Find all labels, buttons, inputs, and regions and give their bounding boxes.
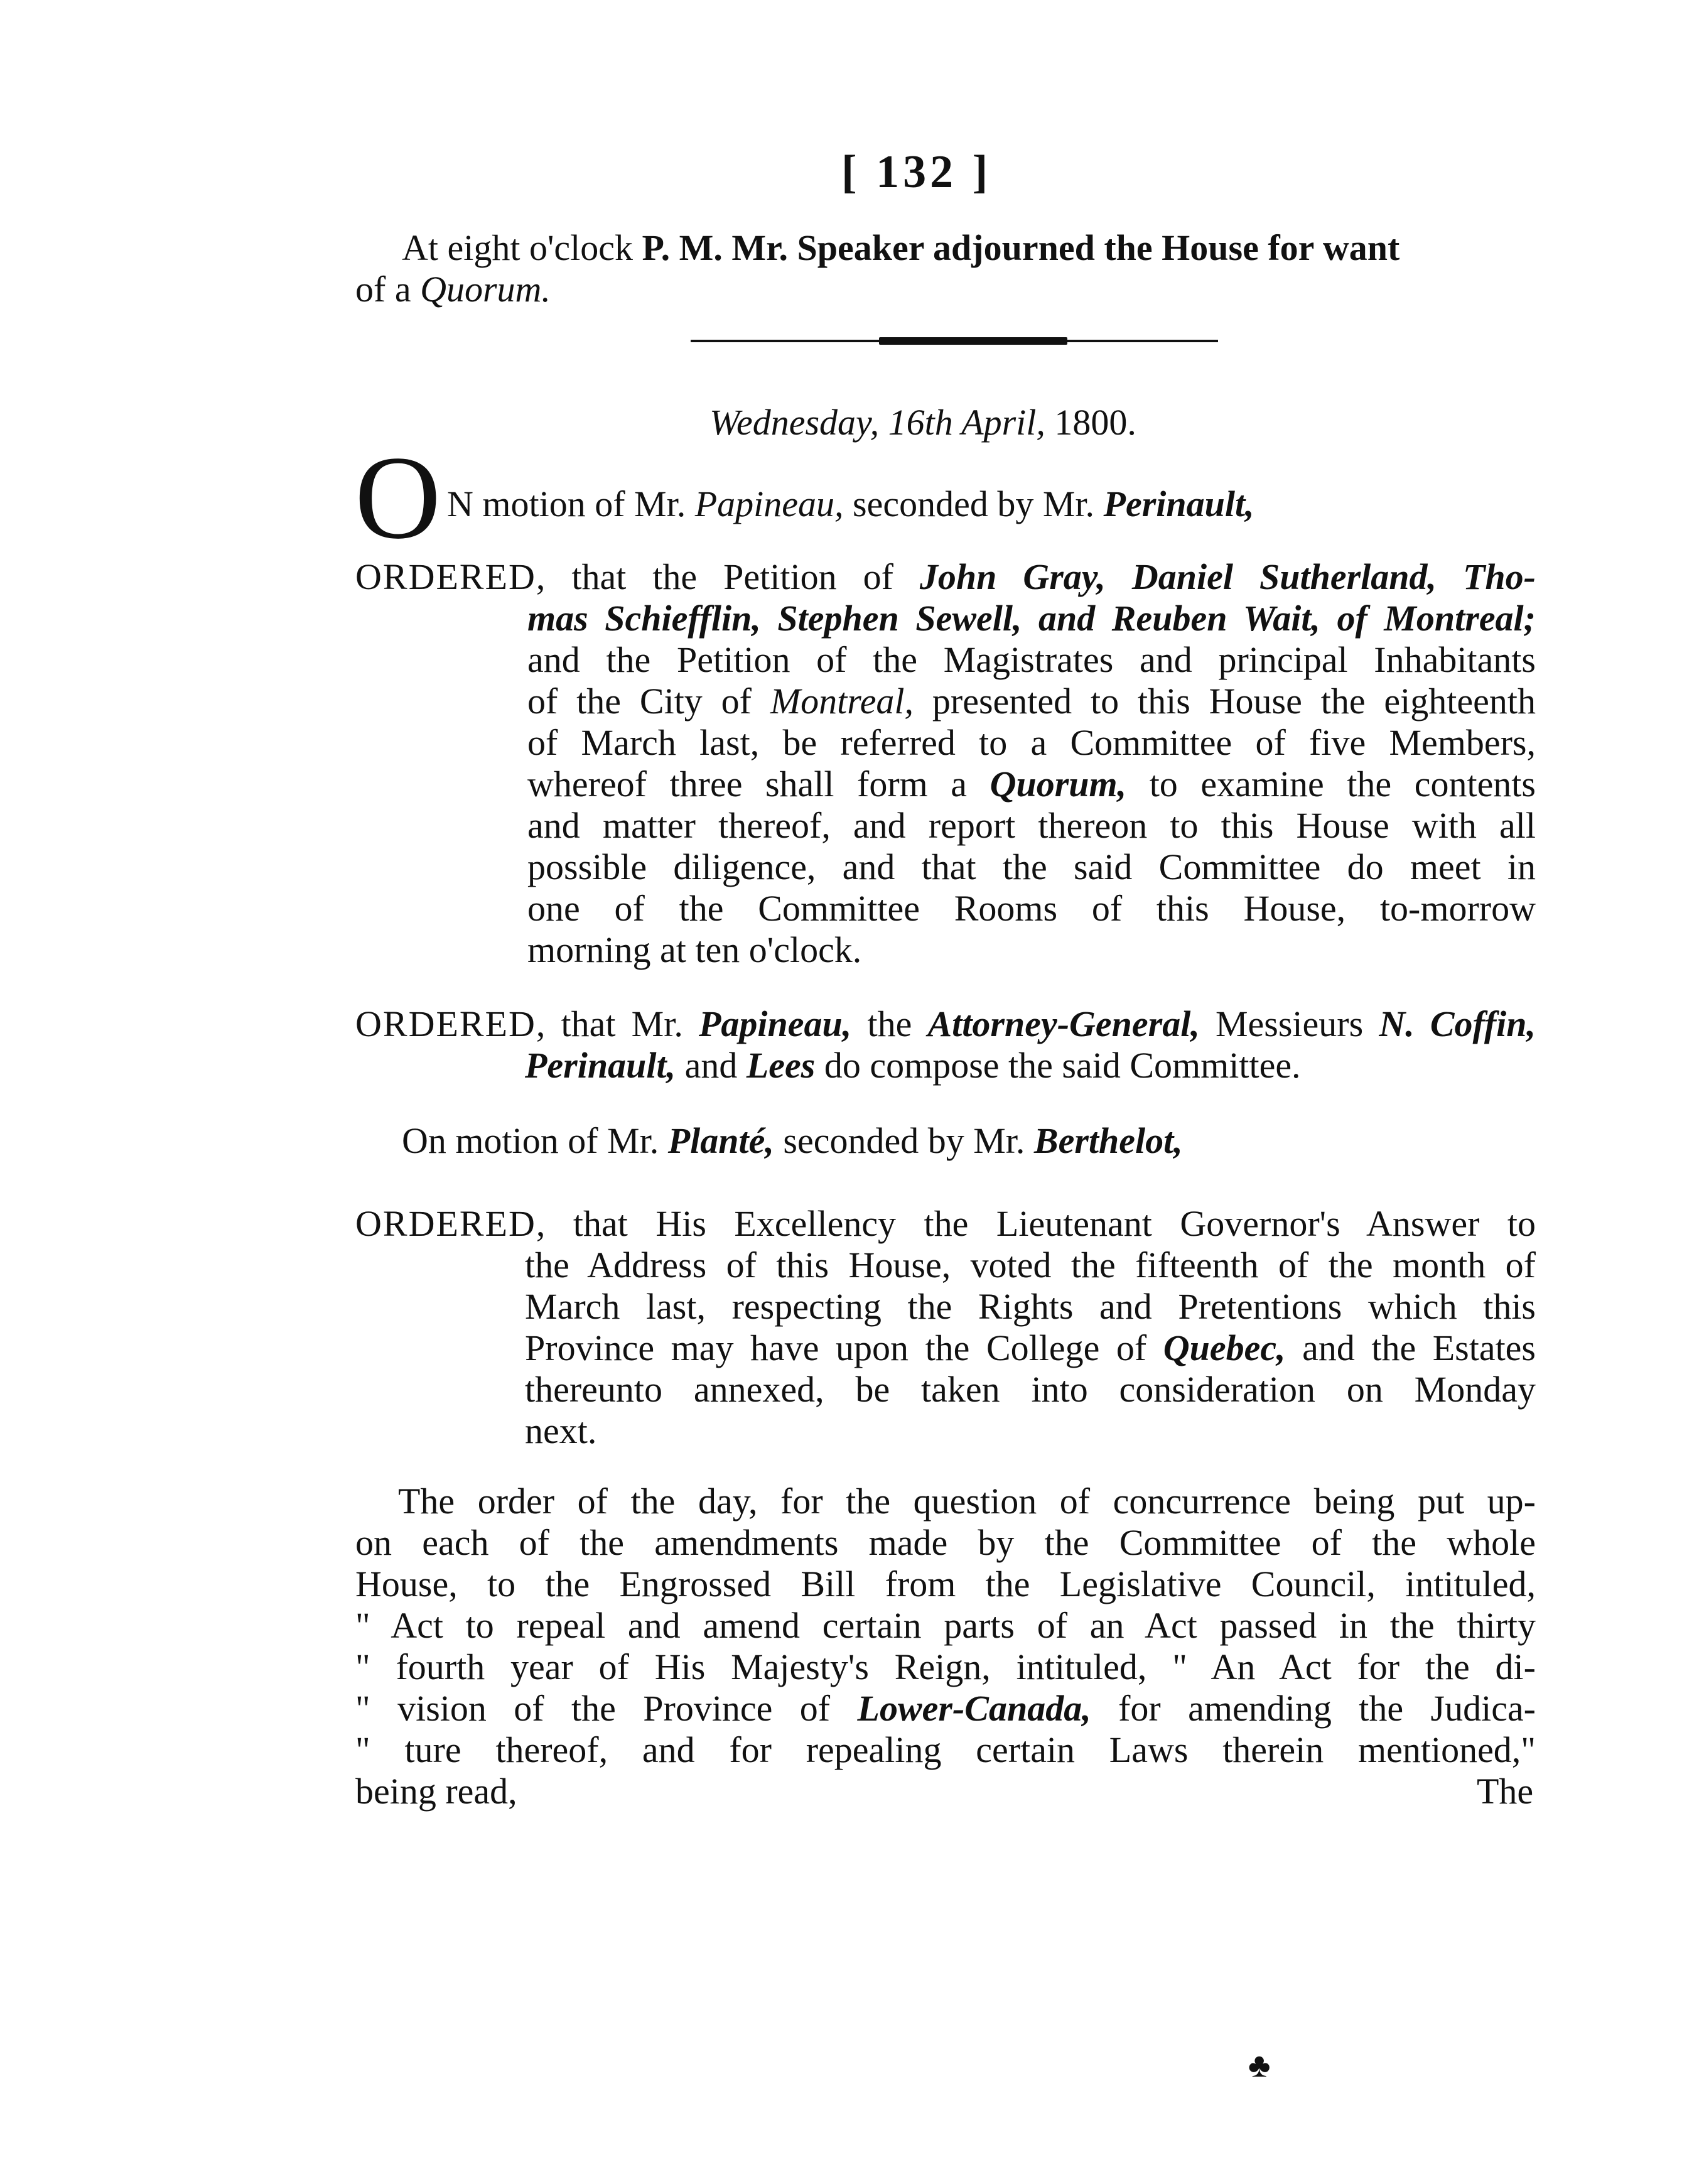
quorum-word: Quorum. xyxy=(420,269,551,310)
order-2-text: and xyxy=(676,1045,747,1086)
divider-thick xyxy=(879,337,1067,345)
date-heading xyxy=(709,402,1136,443)
place-name: Quebec, xyxy=(1163,1327,1286,1368)
order-1-text: and matter thereof, and report thereon to this House with all xyxy=(527,805,1536,846)
order-2-text: , that Mr. xyxy=(536,1003,699,1044)
motion-1-mover: Papineau, xyxy=(694,484,844,524)
order-1-line-10 xyxy=(527,929,861,971)
order-1-line-8 xyxy=(527,846,1536,888)
order-2-text: do compose the said Committee. xyxy=(815,1045,1301,1086)
order-1-line-2 xyxy=(527,598,1536,639)
adjournment-text-a: At eight o'clock xyxy=(402,227,642,268)
ordered-label: ORDERED xyxy=(355,1203,536,1244)
member-name: Papineau, xyxy=(699,1003,852,1044)
order-3-text: next. xyxy=(525,1410,597,1451)
order-1-text: presented to this House the eighteenth xyxy=(914,681,1536,722)
order-1-text: possible diligence, and that the said Committee do meet in xyxy=(527,846,1536,887)
final-para-text: " Act to repeal and amend certain parts of an Act passed in the thirty xyxy=(355,1605,1536,1646)
printer-ornament-icon: ♣ xyxy=(1248,2046,1271,2084)
motion-2-text: seconded by Mr. xyxy=(774,1120,1034,1161)
final-para-line-3 xyxy=(355,1564,1536,1605)
quorum-word: Quorum, xyxy=(990,764,1127,804)
member-name: Lees xyxy=(746,1045,816,1086)
final-para-line-8 xyxy=(355,1771,517,1812)
motion-1-text-a: N motion of Mr. xyxy=(447,484,695,524)
adjournment-line-1 xyxy=(402,227,1545,269)
order-3-line-3 xyxy=(525,1286,1536,1327)
final-para-line-6 xyxy=(355,1688,1536,1729)
order-3-line-1 xyxy=(355,1203,1536,1245)
final-para-line-2 xyxy=(355,1522,1536,1564)
order-1-text: of March last, be referred to a Committee of five Members, xyxy=(527,722,1536,763)
order-1-text: , that the Petition of xyxy=(536,556,920,597)
order-1-names: John Gray, Daniel Sutherland, Tho- xyxy=(919,556,1536,597)
motion-2-seconder: Berthelot, xyxy=(1033,1120,1183,1161)
final-para-line-4 xyxy=(355,1605,1536,1646)
order-2-line-1 xyxy=(355,1003,1536,1045)
member-name: Attorney-General, xyxy=(927,1003,1200,1044)
order-1-line-9 xyxy=(527,888,1536,929)
order-1-text: one of the Committee Rooms of this House, to-morrow xyxy=(527,888,1536,929)
date-day: 16th April, xyxy=(888,402,1055,443)
drop-cap: O xyxy=(355,432,441,564)
final-para-line-7 xyxy=(355,1729,1536,1771)
order-3-text: Province may have upon the College of xyxy=(525,1327,1163,1368)
order-3-line-2 xyxy=(525,1245,1536,1286)
order-1-line-5 xyxy=(527,722,1536,764)
motion-2-text: On motion of Mr. xyxy=(402,1120,668,1161)
adjournment-text-c: of a xyxy=(355,269,421,310)
order-1-text: to examine the contents xyxy=(1126,764,1536,804)
order-3-line-4 xyxy=(525,1327,1536,1369)
order-1-line-7 xyxy=(527,805,1536,846)
order-1-line-1 xyxy=(355,556,1536,598)
order-3-text: thereunto annexed, be taken into consideration on Monday xyxy=(525,1369,1536,1410)
order-3-line-6 xyxy=(525,1410,596,1452)
date-weekday: Wednesday, xyxy=(709,402,888,443)
final-para-text: House, to the Engrossed Bill from the Legislative Council, intituled, xyxy=(355,1564,1536,1604)
order-3-line-5 xyxy=(525,1369,1536,1410)
order-1-line-4 xyxy=(527,681,1536,722)
final-para-text: " vision of the Province of xyxy=(355,1688,858,1729)
order-1-text: morning at ten o'clock. xyxy=(527,929,862,970)
order-3-text: the Address of this House, voted the fifteenth of the month of xyxy=(525,1245,1536,1285)
member-name: N. Coffin, xyxy=(1379,1003,1536,1044)
adjournment-line-2 xyxy=(355,269,551,310)
final-para-text: The order of the day, for the question of concurrence being put up- xyxy=(398,1481,1536,1522)
ordered-label: ORDERED xyxy=(355,556,536,597)
order-1-text: of the City of xyxy=(527,681,770,722)
place-name: Montreal, xyxy=(770,681,914,722)
final-para-text: " ture thereof, and for repealing certain Laws therein mentioned," xyxy=(355,1729,1536,1770)
order-3-text: March last, respecting the Rights and Pretentions which this xyxy=(525,1286,1536,1327)
order-1-line-6 xyxy=(527,764,1536,805)
final-para-text: " fourth year of His Majesty's Reign, intituled, " An Act for the di- xyxy=(355,1646,1536,1687)
member-name: Perinault, xyxy=(525,1045,676,1086)
final-para-line-1 xyxy=(398,1481,1536,1522)
order-3-text: , that His Excellency the Lieutenant Governor's Answer to xyxy=(536,1203,1536,1244)
motion-1-seconder: Perinault, xyxy=(1103,484,1254,524)
final-para-text: on each of the amendments made by the Committee of the whole xyxy=(355,1522,1536,1563)
order-1-text: whereof three shall form a xyxy=(527,764,990,804)
order-1-names-cont: mas Schiefflin, Stephen Sewell, and Reuben Wait, of Montreal; xyxy=(527,598,1536,639)
final-para-text: being read, xyxy=(355,1771,517,1812)
place-name: Lower-Canada, xyxy=(857,1688,1091,1729)
order-2-text: Messieurs xyxy=(1199,1003,1379,1044)
order-1-line-3 xyxy=(527,639,1536,681)
motion-2 xyxy=(402,1120,1183,1162)
motion-2-mover: Planté, xyxy=(667,1120,774,1161)
section-divider xyxy=(691,337,1218,343)
motion-1 xyxy=(447,484,1254,525)
page-number: [ 132 ] xyxy=(841,146,992,198)
final-para-line-5 xyxy=(355,1646,1536,1688)
ordered-label: ORDERED xyxy=(355,1003,536,1044)
final-para-text: for amending the Judica- xyxy=(1091,1688,1536,1729)
order-2-line-2 xyxy=(525,1045,1301,1086)
order-1-text: and the Petition of the Magistrates and principal Inhabitants xyxy=(527,639,1536,680)
order-2-text: the xyxy=(851,1003,928,1044)
date-year: 1800. xyxy=(1054,402,1136,443)
motion-1-text-b: seconded by Mr. xyxy=(843,484,1104,524)
adjournment-text-b: P. M. Mr. Speaker adjourned the House for want xyxy=(642,227,1400,268)
catchword: The xyxy=(1477,1771,1534,1812)
order-3-text: and the Estates xyxy=(1285,1327,1536,1368)
